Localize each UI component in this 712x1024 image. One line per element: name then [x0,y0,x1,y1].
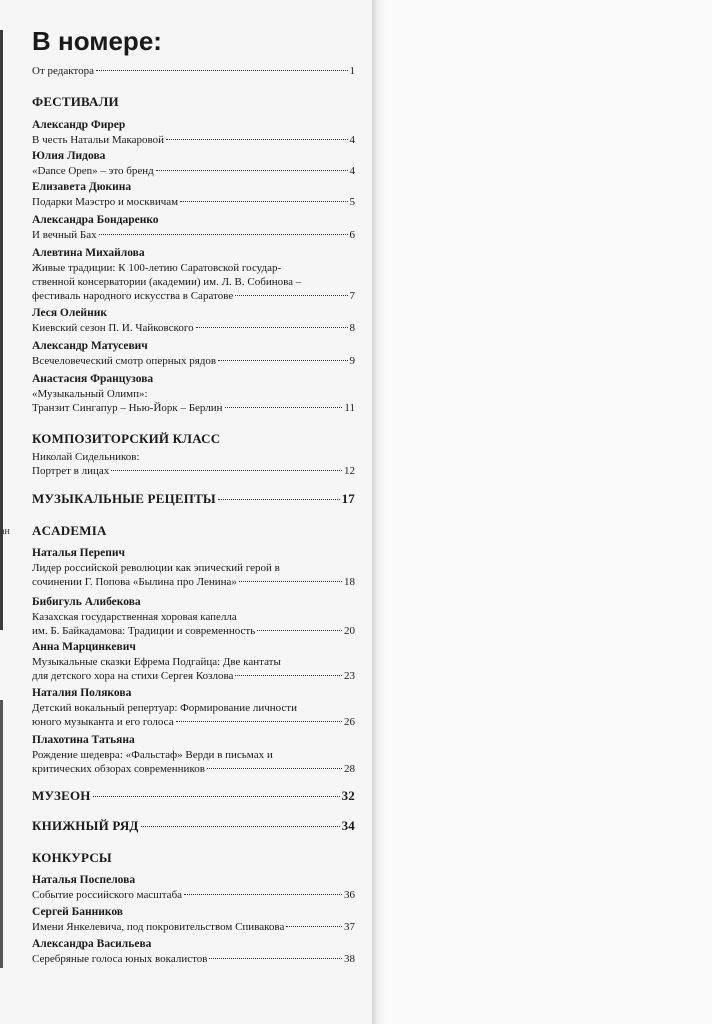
entry-title-line: ственной консерватории (академии) им. Л. В. Собинова – [32,276,302,288]
toc-section-heading: КОМПОЗИТОРСКИЙ КЛАСС [32,431,221,446]
dot-leader [166,139,347,140]
toc-entry [32,228,355,242]
entry-title-line: Николай Сидельников: [32,451,140,463]
toc-entry [32,624,355,638]
entry-title-line: Казахская государственная хоровая капелла [32,611,237,623]
entry-title: Событие российского масштаба [32,889,183,901]
page-number: 8 [349,322,355,334]
entry-title: сочинении Г. Попова «Былина про Ленина» [32,576,237,588]
dot-leader [184,894,342,895]
entry-title: фестиваль народного искусства в Саратове [32,290,234,302]
toc-entry [32,401,355,415]
dot-leader [96,70,348,71]
entry-author: Александр Матусевич [32,340,148,352]
entry-title: Портрет в лицах [32,465,110,477]
page-number: 1 [349,65,355,77]
entry-author: Наталья Перепич [32,547,125,559]
entry-title-line: Лидер российской революции как эпический герой в [32,562,280,574]
page-number: 20 [344,625,355,637]
page-number: 23 [344,670,355,682]
dot-leader [141,826,340,827]
right-page-background [386,0,712,1024]
page-number: 11 [344,402,355,414]
entry-title-line: Детский вокальный репертуар: Формирование личности [32,702,297,714]
entry-author: Александра Бондаренко [32,214,159,226]
page-edge-mark [0,700,3,968]
entry-title: юного музыканта и его голоса [32,716,174,728]
entry-title: критических обзорах современников [32,763,205,775]
dot-leader [93,796,340,797]
entry-title: для детского хора на стихи Сергея Козлова [32,670,234,682]
entry-author: Сергей Банников [32,906,124,918]
entry-title: Всечеловеческий смотр оперных рядов [32,355,217,367]
dot-leader [99,234,348,235]
dot-leader [180,201,347,202]
toc-entry-editor [32,64,355,78]
dot-leader [235,675,342,676]
toc-entry [32,575,355,589]
entry-title: КНИЖНЫЙ РЯД [32,818,139,833]
edge-fragment-text: ан [0,526,10,537]
page-number: 26 [344,716,355,728]
toc-entry [32,195,355,209]
entry-author: Анастасия Французова [32,373,154,385]
page-number: 5 [349,196,355,208]
page-number: 28 [344,763,355,775]
toc-entry [32,354,355,368]
dot-leader [239,581,342,582]
entry-title: им. Б. Байкадамова: Традиции и современность [32,625,256,637]
toc-entry [32,289,355,303]
toc-entry [32,669,355,683]
page-number: 37 [344,921,355,933]
entry-title-line: Музыкальные сказки Ефрема Подгайца: Две кантаты [32,656,281,668]
entry-title-line: «Музыкальный Олимп»: [32,388,148,400]
entry-author: Наталия Полякова [32,687,132,699]
dot-leader [218,360,347,361]
entry-author: Анна Марцинкевич [32,641,136,653]
dot-leader [257,630,342,631]
toc-entry [32,715,355,729]
dot-leader [196,327,348,328]
dot-leader [225,407,343,408]
entry-author: Александра Васильева [32,938,152,950]
dot-leader [111,470,342,471]
entry-title: Транзит Сингапур – Нью-Йорк – Берлин [32,402,223,414]
toc-entry [32,133,355,147]
entry-author: Наталья Поспелова [32,874,136,886]
book-spine [372,0,386,1024]
dot-leader [156,170,348,171]
entry-title: МУЗЕОН [32,788,91,803]
page-number: 34 [341,818,355,833]
entry-title: Киевский сезон П. И. Чайковского [32,322,194,334]
entry-author: Юлия Лидова [32,150,106,162]
page-number: 4 [349,165,355,177]
entry-title: И вечный Бах [32,229,97,241]
page-number: 12 [344,465,355,477]
entry-title: Подарки Маэстро и москвичам [32,196,179,208]
entry-author: Леся Олейник [32,307,107,319]
dot-leader [286,926,342,927]
dot-leader [209,958,342,959]
entry-title-line: Живые традиции: К 100-летию Саратовской государ- [32,262,282,274]
dot-leader [235,295,347,296]
entry-title: МУЗЫКАЛЬНЫЕ РЕЦЕПТЫ [32,491,216,506]
page-number: 9 [349,355,355,367]
entry-title: Имени Янкелевича, под покровительством Спивакова [32,921,285,933]
page-number: 38 [344,953,355,965]
entry-title: В честь Натальи Макаровой [32,134,165,146]
entry-author: Елизавета Дюкина [32,181,132,193]
entry-author: Плахотина Татьяна [32,734,135,746]
entry-title: Серебряные голоса юных вокалистов [32,953,208,965]
page-number: 18 [344,576,355,588]
toc-entry [32,920,355,934]
toc-entry [32,888,355,902]
toc-section-heading: КОНКУРСЫ [32,850,112,865]
page-number: 4 [349,134,355,146]
entry-title-line: Рождение шедевра: «Фальстаф» Верди в письмах и [32,749,273,761]
toc-entry [32,164,355,178]
page-number: 36 [344,889,355,901]
toc-section-2 [32,491,355,507]
page-number: 7 [349,290,355,302]
page-number: 32 [341,788,355,803]
entry-author: Бибигуль Алибекова [32,596,141,608]
page-number: 6 [349,229,355,241]
toc-entry [32,464,355,478]
toc-section-heading: ФЕСТИВАЛИ [32,94,119,109]
entry-title: «Dance Open» – это бренд [32,165,154,177]
page-title: В номере: [32,26,162,56]
toc-entry [32,762,355,776]
page-edge-mark [0,30,3,630]
toc-section-heading: ACADEMIA [32,523,107,538]
dot-leader [207,768,342,769]
page-number: 17 [341,491,355,506]
entry-title: От редактора [32,65,94,77]
dot-leader [218,499,340,500]
entry-author: Александр Фирер [32,119,126,131]
toc-section-5 [32,818,355,834]
toc-entry [32,952,355,966]
dot-leader [176,721,342,722]
entry-author: Алевтина Михайлова [32,247,145,259]
toc-entry [32,321,355,335]
toc-section-4 [32,788,355,804]
